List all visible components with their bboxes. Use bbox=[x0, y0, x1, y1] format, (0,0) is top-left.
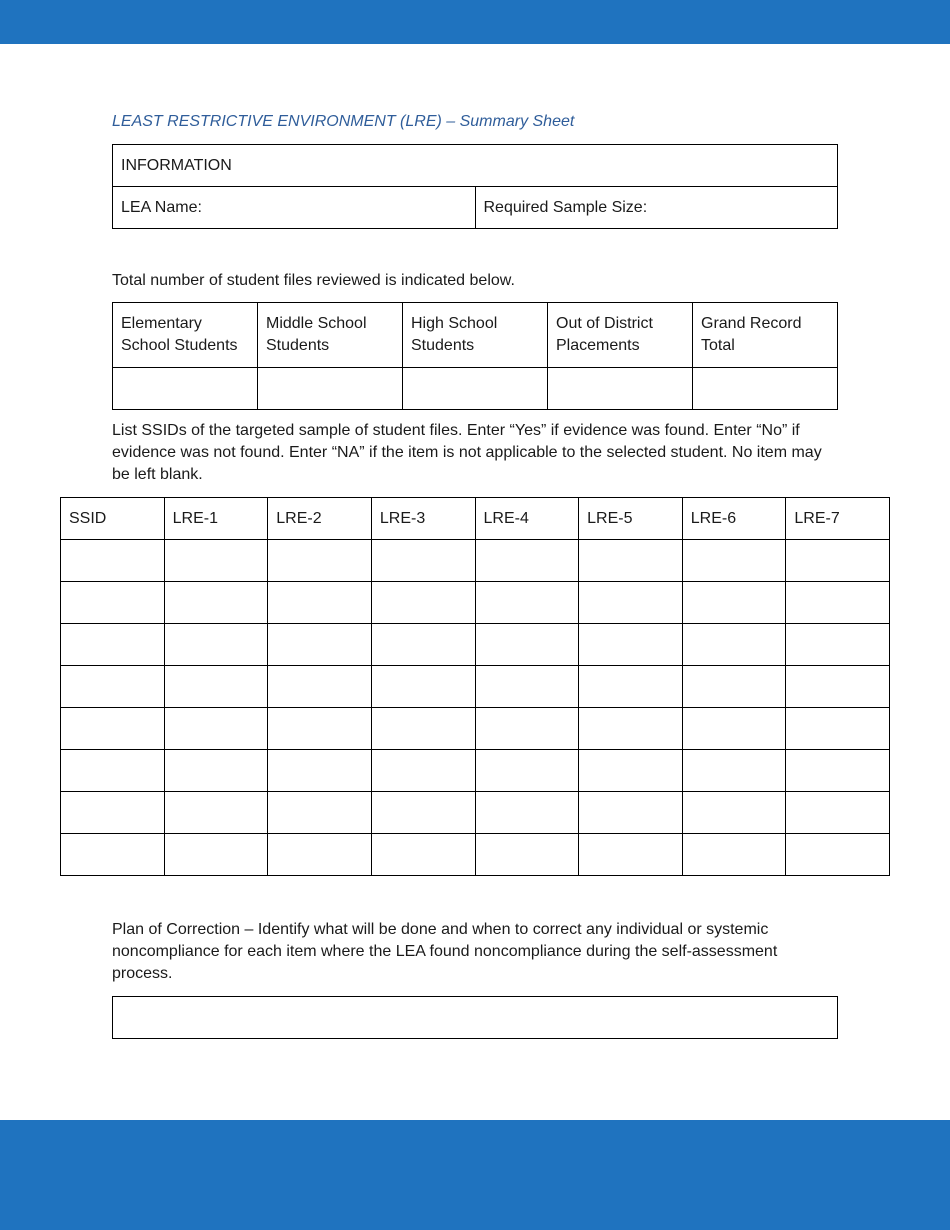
table-cell[interactable] bbox=[475, 540, 579, 582]
table-cell[interactable] bbox=[371, 834, 475, 876]
table-row bbox=[61, 666, 890, 708]
column-header: LRE-2 bbox=[268, 498, 372, 540]
table-cell[interactable] bbox=[786, 708, 890, 750]
column-header: LRE-6 bbox=[682, 498, 786, 540]
table-cell[interactable] bbox=[786, 666, 890, 708]
table-cell[interactable] bbox=[682, 540, 786, 582]
table-cell[interactable] bbox=[164, 834, 268, 876]
table-cell[interactable] bbox=[268, 666, 372, 708]
column-header: Middle School Students bbox=[258, 303, 403, 368]
table-cell[interactable] bbox=[579, 708, 683, 750]
column-header: Grand Record Total bbox=[693, 303, 838, 368]
information-header: INFORMATION bbox=[113, 145, 838, 187]
lea-name-field[interactable]: LEA Name: bbox=[113, 187, 476, 229]
table-cell[interactable] bbox=[786, 792, 890, 834]
column-header: Elementary School Students bbox=[113, 303, 258, 368]
elementary-count-cell[interactable] bbox=[113, 368, 258, 410]
table-cell[interactable] bbox=[579, 540, 683, 582]
table-cell[interactable] bbox=[371, 666, 475, 708]
table-cell[interactable] bbox=[475, 792, 579, 834]
table-cell[interactable] bbox=[61, 834, 165, 876]
table-cell[interactable] bbox=[268, 540, 372, 582]
table-cell[interactable] bbox=[61, 708, 165, 750]
table-cell[interactable] bbox=[786, 750, 890, 792]
table-row bbox=[61, 540, 890, 582]
table-cell[interactable] bbox=[371, 792, 475, 834]
information-table bbox=[112, 144, 838, 229]
table-cell[interactable] bbox=[164, 750, 268, 792]
out-of-district-count-cell[interactable] bbox=[548, 368, 693, 410]
table-cell[interactable] bbox=[268, 708, 372, 750]
table-cell[interactable] bbox=[786, 624, 890, 666]
header-band bbox=[0, 0, 950, 44]
table-cell[interactable] bbox=[786, 582, 890, 624]
table-cell[interactable] bbox=[786, 540, 890, 582]
table-cell[interactable] bbox=[579, 624, 683, 666]
table-cell[interactable] bbox=[164, 792, 268, 834]
page-title: LEAST RESTRICTIVE ENVIRONMENT (LRE) – Summary Sheet bbox=[112, 113, 575, 130]
table-cell[interactable] bbox=[164, 708, 268, 750]
student-count-table bbox=[112, 302, 838, 410]
column-header: Out of District Placements bbox=[548, 303, 693, 368]
table-cell[interactable] bbox=[268, 750, 372, 792]
table-header-row bbox=[61, 498, 890, 540]
ssid-table bbox=[60, 497, 890, 876]
table-cell[interactable] bbox=[164, 624, 268, 666]
ssid-instructions: List SSIDs of the targeted sample of student files. Enter “Yes” if evidence was found. Enter “No” if evidence was not found. Enter “NA” if the item is not applicable to the selected student. No item may be left blank. bbox=[112, 422, 822, 483]
files-reviewed-text: Total number of student files reviewed is indicated below. bbox=[112, 272, 515, 289]
column-header: LRE-7 bbox=[786, 498, 890, 540]
table-cell[interactable] bbox=[371, 540, 475, 582]
table-cell[interactable] bbox=[682, 708, 786, 750]
plan-of-correction-field[interactable] bbox=[112, 996, 838, 1039]
table-cell[interactable] bbox=[371, 708, 475, 750]
table-cell[interactable] bbox=[164, 666, 268, 708]
table-cell[interactable] bbox=[579, 834, 683, 876]
table-cell[interactable] bbox=[475, 834, 579, 876]
table-cell[interactable] bbox=[61, 582, 165, 624]
column-header: High School Students bbox=[403, 303, 548, 368]
grand-total-cell[interactable] bbox=[693, 368, 838, 410]
table-cell[interactable] bbox=[579, 792, 683, 834]
plan-of-correction-text: Plan of Correction – Identify what will be done and when to correct any individual or systemic noncompliance for each item where the LEA found noncompliance during the self-assessment process. bbox=[112, 921, 778, 982]
table-cell[interactable] bbox=[682, 582, 786, 624]
table-cell[interactable] bbox=[682, 666, 786, 708]
column-header: LRE-3 bbox=[371, 498, 475, 540]
table-row bbox=[61, 624, 890, 666]
table-cell[interactable] bbox=[682, 792, 786, 834]
table-cell[interactable] bbox=[164, 582, 268, 624]
table-cell[interactable] bbox=[682, 834, 786, 876]
column-header: LRE-4 bbox=[475, 498, 579, 540]
table-cell[interactable] bbox=[268, 582, 372, 624]
table-cell[interactable] bbox=[475, 624, 579, 666]
table-cell[interactable] bbox=[579, 582, 683, 624]
high-school-count-cell[interactable] bbox=[403, 368, 548, 410]
table-cell[interactable] bbox=[268, 792, 372, 834]
table-cell[interactable] bbox=[786, 834, 890, 876]
table-cell[interactable] bbox=[682, 624, 786, 666]
table-cell[interactable] bbox=[579, 750, 683, 792]
table-cell[interactable] bbox=[475, 582, 579, 624]
middle-school-count-cell[interactable] bbox=[258, 368, 403, 410]
table-cell[interactable] bbox=[371, 750, 475, 792]
table-cell[interactable] bbox=[61, 666, 165, 708]
table-cell[interactable] bbox=[475, 708, 579, 750]
required-sample-size-field[interactable]: Required Sample Size: bbox=[475, 187, 838, 229]
table-cell[interactable] bbox=[164, 540, 268, 582]
table-cell[interactable] bbox=[61, 750, 165, 792]
table-cell[interactable] bbox=[579, 666, 683, 708]
table-cell[interactable] bbox=[61, 792, 165, 834]
footer-band bbox=[0, 1120, 950, 1230]
column-header: SSID bbox=[61, 498, 165, 540]
table-row bbox=[61, 582, 890, 624]
table-cell[interactable] bbox=[475, 750, 579, 792]
column-header: LRE-5 bbox=[579, 498, 683, 540]
table-row bbox=[61, 834, 890, 876]
table-cell[interactable] bbox=[371, 624, 475, 666]
table-row bbox=[61, 750, 890, 792]
table-cell[interactable] bbox=[61, 540, 165, 582]
table-row bbox=[61, 708, 890, 750]
column-header: LRE-1 bbox=[164, 498, 268, 540]
table-row bbox=[61, 792, 890, 834]
table-cell[interactable] bbox=[268, 624, 372, 666]
table-cell[interactable] bbox=[61, 624, 165, 666]
table-cell[interactable] bbox=[475, 666, 579, 708]
table-cell[interactable] bbox=[682, 750, 786, 792]
table-cell[interactable] bbox=[268, 834, 372, 876]
table-cell[interactable] bbox=[371, 582, 475, 624]
